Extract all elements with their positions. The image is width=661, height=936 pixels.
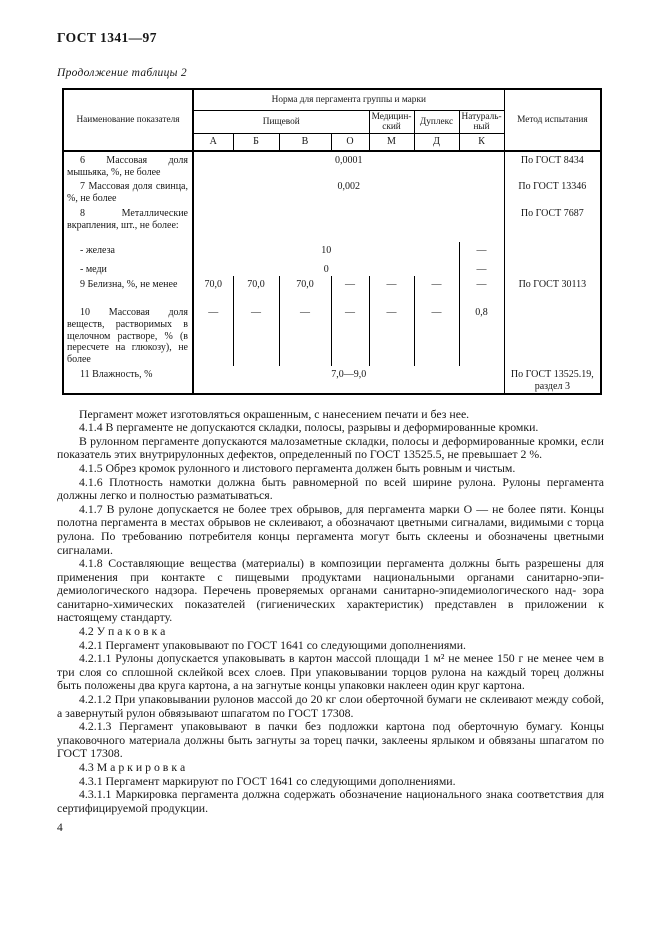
row-label: 9 Белизна, %, не менее [63, 276, 193, 304]
row-label: 10 Массовая доля веществ, растворимых в щелочном растворе, % (в пересчете на глюкозу), не более [63, 304, 193, 366]
col-header-duplex: Дуплекс [414, 110, 459, 134]
method-value: По ГОСТ 30113 [504, 276, 601, 304]
col-header-name: Наименование показателя [63, 89, 193, 151]
method-value [504, 304, 601, 366]
method-value [504, 242, 601, 261]
para-4-2-1-2: 4.2.1.2 При упаковывании рулонов массой до 20 кг слои оберточной бумаги не склеивают между собой, а завернутый рулон обвязывают шпагатом по ГОСТ 17308. [57, 692, 604, 720]
mark-v: В [279, 134, 331, 151]
row-label: 7 Массовая доля свинца, %, не более [63, 178, 193, 205]
col-header-natural: Натураль-ный [459, 110, 504, 134]
norm-value: — [414, 304, 459, 366]
section-4-2-packaging: 4.2 У п а к о в к а [79, 624, 166, 639]
method-value [504, 261, 601, 276]
row-label: 11 Влажность, % [63, 366, 193, 394]
col-header-method: Метод испытания [504, 89, 601, 151]
col-header-food: Пищевой [193, 110, 369, 134]
norm-value: 10 [321, 245, 332, 256]
norm-value: 70,0 [279, 276, 331, 304]
para-4-1-7: 4.1.7 В рулоне допускается не более трех обрывов, для пергамента марки О — не более пяти. Концы полотна пергамента в местах обрывов не склеивают, а обозначают цветными сигналами, видимыми с торца рулона. По требованию потребителя концы пергамента могут быть склеены и обозначены цветными сигналами. [57, 501, 604, 557]
table-row-10 [63, 304, 601, 366]
row-label: 8 Металлические вкрапления, шт., не более: [63, 205, 193, 242]
mark-d: Д [414, 134, 459, 151]
norm-value: 0,002 [337, 181, 361, 193]
parchment-norms-table [62, 88, 602, 395]
row-label: 6 Массовая доля мышьяка, %, не более [63, 151, 193, 179]
para-colored-parchment: Пергамент может изготовляться окрашенным, с нанесением печати и без нее. [79, 406, 470, 421]
mark-m: М [369, 134, 414, 151]
para-4-3-1-1: 4.3.1.1 Маркировка пергамента должна содержать обозначение национального знака соответствия для сертифицируемой продукции. [57, 787, 604, 815]
table-row-8-copper [63, 261, 601, 276]
row-label: - железа [63, 242, 193, 261]
norm-value: 7,0—9,0 [331, 368, 367, 380]
table-row-8 [63, 205, 601, 242]
method-value: По ГОСТ 13346 [504, 178, 601, 205]
norm-value: 0,0001 [335, 154, 363, 166]
mark-k: К [459, 134, 504, 151]
mark-o: О [331, 134, 369, 151]
standard-number: ГОСТ 1341—97 [57, 30, 157, 45]
norm-value: 0 [323, 264, 329, 275]
para-4-1-4: 4.1.4 В пергаменте не допускаются складки, полосы, разрывы и деформированные кромки. [79, 420, 539, 435]
norm-value: — [331, 276, 369, 304]
method-value: По ГОСТ 8434 [504, 151, 601, 179]
body-text [57, 408, 604, 816]
para-4-2-1-1: 4.2.1.1 Рулоны допускается упаковывать в картон массой площади 1 м² не менее 150 г не менее чем в три слоя со сплошной склейкой всех слоев. При упаковывании торцов рулона на каждый торец должны быть положены два круга картона, а на загнутые концы упаковки наклеен один круг картона. [57, 651, 604, 693]
norm-value: — [331, 304, 369, 366]
para-4-1-8: 4.1.8 Составляющие вещества (материалы) в композиции пергамента должны быть разрешены для применения при контакте с пищевыми продуктами национальными органами санитарно-эпи- демиологического надзора. Перечень проверяемых органами санитарно-эпидемиологического над- зора санитарно-химических показателей (гигиенических характеристик) представлен в приложении к настоящему стандарту. [57, 556, 604, 625]
header-row-1 [63, 89, 601, 110]
norm-value-k: — [459, 242, 504, 261]
mark-b: Б [233, 134, 279, 151]
table-row-7 [63, 178, 601, 205]
method-value: По ГОСТ 13525.19, раздел 3 [504, 366, 601, 394]
table-row-11 [63, 366, 601, 394]
para-4-1-5: 4.1.5 Обрез кромок рулонного и листового пергамента должен быть ровным и чистым. [79, 460, 516, 475]
para-4-1-6: 4.1.6 Плотность намотки должна быть равномерной по всей ширине рулона. Рулоны пергамента должны легко и полностью разматываться. [57, 474, 604, 503]
row-label: - меди [63, 261, 193, 276]
col-header-medical: Медицин-ский [369, 110, 414, 134]
section-4-3-marking: 4.3 М а р к и р о в к а [79, 760, 186, 775]
norm-value: — [414, 276, 459, 304]
norm-value: — [369, 276, 414, 304]
table-row-9 [63, 276, 601, 304]
norm-value: 70,0 [233, 276, 279, 304]
method-value: По ГОСТ 7687 [504, 205, 601, 242]
norm-value: — [459, 276, 504, 304]
page-number: 4 [57, 822, 63, 835]
norm-value: — [233, 304, 279, 366]
para-4-2-1: 4.2.1 Пергамент упаковывают по ГОСТ 1641 со следующими дополнениями. [79, 637, 466, 652]
norm-value: 70,0 [204, 279, 222, 290]
norm-value-k: — [459, 261, 504, 276]
table-row-6 [63, 151, 601, 179]
table-caption: Продолжение таблицы 2 [57, 67, 187, 79]
mark-a: А [193, 134, 233, 151]
norm-value: — [279, 304, 331, 366]
norm-value: — [369, 304, 414, 366]
para-4-1-4-roll: В рулонном пергаменте допускаются малозаметные складки, полосы и деформированные кромки, если показатель этих внутрирулонных дефектов, определенный по ГОСТ 13525.5, не превышает 2 %. [57, 433, 604, 462]
norm-value: 0,8 [459, 304, 504, 366]
norm-value [193, 205, 504, 242]
para-4-3-1: 4.3.1 Пергамент маркируют по ГОСТ 1641 со следующими дополнениями. [79, 773, 456, 788]
norm-value: — [208, 307, 219, 318]
para-4-2-1-3: 4.2.1.3 Пергамент упаковывают в пачки без подложки картона под оберточную бумагу. Концы упаковочного материала должны быть загнуты за торец пачки, заклеены ярлыком и обвязаны шпагатом по ГОСТ 17308. [57, 719, 604, 761]
table-row-8-iron [63, 242, 601, 261]
col-header-norm: Норма для пергамента группы и марки [193, 89, 504, 110]
